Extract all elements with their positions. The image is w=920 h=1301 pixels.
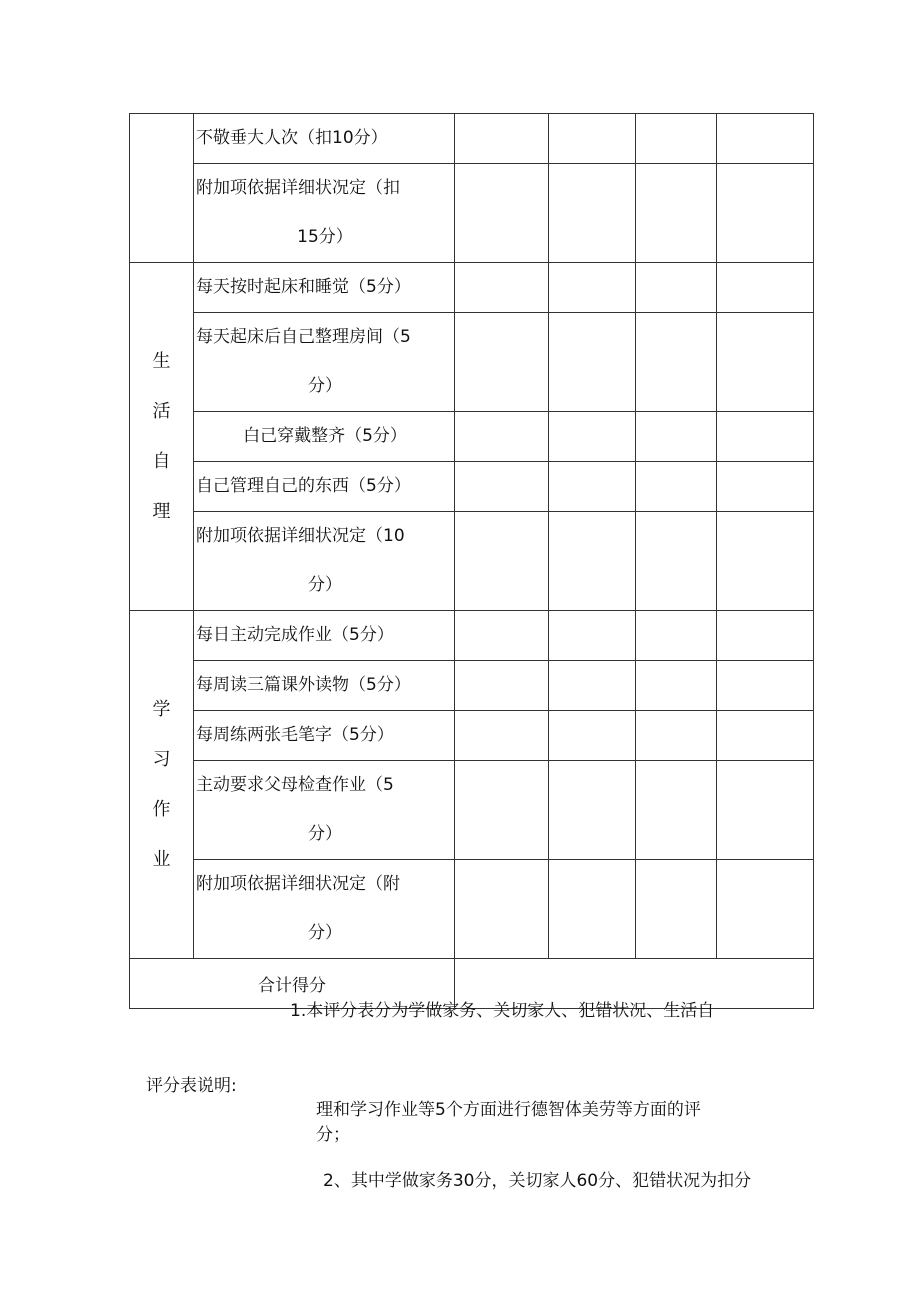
table-row bbox=[130, 761, 814, 860]
item-cell: 附加项依据详细状况定（扣 15分） bbox=[194, 164, 455, 263]
score-cell[interactable] bbox=[549, 711, 636, 761]
item-cell: 每周读三篇课外读物（5分） bbox=[194, 661, 455, 711]
category-cell-study: 学 习 作 业 bbox=[130, 611, 194, 959]
score-cell[interactable] bbox=[636, 611, 717, 661]
score-cell[interactable] bbox=[549, 164, 636, 263]
score-cell[interactable] bbox=[455, 114, 549, 164]
score-cell[interactable] bbox=[549, 114, 636, 164]
score-cell[interactable] bbox=[455, 462, 549, 512]
score-cell[interactable] bbox=[549, 860, 636, 959]
score-cell[interactable] bbox=[717, 462, 814, 512]
note-line-2: 理和学习作业等5个方面进行德智体美劳等方面的评 bbox=[316, 1100, 701, 1120]
score-cell[interactable] bbox=[717, 114, 814, 164]
score-cell[interactable] bbox=[455, 313, 549, 412]
score-cell[interactable] bbox=[717, 263, 814, 313]
score-cell[interactable] bbox=[549, 412, 636, 462]
total-label: 合计得分 bbox=[130, 959, 455, 1009]
score-cell[interactable] bbox=[549, 512, 636, 611]
score-cell[interactable] bbox=[455, 761, 549, 860]
score-cell[interactable] bbox=[717, 860, 814, 959]
score-cell[interactable] bbox=[455, 263, 549, 313]
score-cell[interactable] bbox=[717, 512, 814, 611]
score-cell[interactable] bbox=[717, 164, 814, 263]
score-cell[interactable] bbox=[455, 512, 549, 611]
score-cell[interactable] bbox=[455, 611, 549, 661]
table-row bbox=[130, 611, 814, 661]
score-cell[interactable] bbox=[549, 611, 636, 661]
item-cell: 主动要求父母检查作业（5 分） bbox=[194, 761, 455, 860]
score-cell[interactable] bbox=[717, 611, 814, 661]
score-cell[interactable] bbox=[636, 313, 717, 412]
score-cell[interactable] bbox=[549, 263, 636, 313]
table-row bbox=[130, 263, 814, 313]
score-cell[interactable] bbox=[717, 761, 814, 860]
item-cell: 每日主动完成作业（5分） bbox=[194, 611, 455, 661]
item-cell: 每周练两张毛笔字（5分） bbox=[194, 711, 455, 761]
item-cell: 不敬垂大人次（扣10分） bbox=[194, 114, 455, 164]
item-cell: 附加项依据详细状况定（10 分） bbox=[194, 512, 455, 611]
score-cell[interactable] bbox=[636, 412, 717, 462]
score-cell[interactable] bbox=[455, 711, 549, 761]
score-cell[interactable] bbox=[549, 661, 636, 711]
score-cell[interactable] bbox=[549, 313, 636, 412]
score-cell[interactable] bbox=[636, 711, 717, 761]
table-row bbox=[130, 462, 814, 512]
notes-heading: 评分表说明: bbox=[146, 1076, 237, 1096]
table-row bbox=[130, 711, 814, 761]
table-row bbox=[130, 661, 814, 711]
table-row bbox=[130, 164, 814, 263]
score-cell[interactable] bbox=[717, 661, 814, 711]
score-table bbox=[129, 113, 814, 1009]
item-cell: 白己穿戴整齐（5分） bbox=[194, 412, 455, 462]
score-cell[interactable] bbox=[636, 661, 717, 711]
score-cell[interactable] bbox=[455, 412, 549, 462]
score-cell[interactable] bbox=[455, 661, 549, 711]
item-cell: 每天按时起床和睡觉（5分） bbox=[194, 263, 455, 313]
item-cell: 自己管理自己的东西（5分） bbox=[194, 462, 455, 512]
score-cell[interactable] bbox=[636, 263, 717, 313]
score-cell[interactable] bbox=[717, 313, 814, 412]
note-line-3: 分； bbox=[316, 1125, 350, 1145]
score-cell[interactable] bbox=[717, 711, 814, 761]
score-cell[interactable] bbox=[455, 164, 549, 263]
table-row bbox=[130, 512, 814, 611]
note-line-4: 2、其中学做家务30分，关切家人60分、犯错状况为扣分 bbox=[323, 1171, 752, 1191]
score-cell[interactable] bbox=[636, 761, 717, 860]
table-row bbox=[130, 313, 814, 412]
score-cell[interactable] bbox=[717, 412, 814, 462]
score-cell[interactable] bbox=[636, 512, 717, 611]
table-row bbox=[130, 412, 814, 462]
score-cell[interactable] bbox=[636, 114, 717, 164]
score-cell[interactable] bbox=[636, 164, 717, 263]
category-cell-life: 生 活 自 理 bbox=[130, 263, 194, 611]
table-row bbox=[130, 860, 814, 959]
score-cell[interactable] bbox=[636, 860, 717, 959]
category-cell-empty bbox=[130, 114, 194, 263]
item-cell: 附加项依据详细状况定（附 分） bbox=[194, 860, 455, 959]
score-cell[interactable] bbox=[549, 761, 636, 860]
score-cell[interactable] bbox=[636, 462, 717, 512]
item-cell: 每天起床后自己整理房间（5 分） bbox=[194, 313, 455, 412]
table-row bbox=[130, 114, 814, 164]
score-cell[interactable] bbox=[455, 860, 549, 959]
score-cell[interactable] bbox=[549, 462, 636, 512]
note-line-1: 1.本评分表分为学做家务、关切家人、犯错状况、生活自 bbox=[290, 1001, 715, 1021]
